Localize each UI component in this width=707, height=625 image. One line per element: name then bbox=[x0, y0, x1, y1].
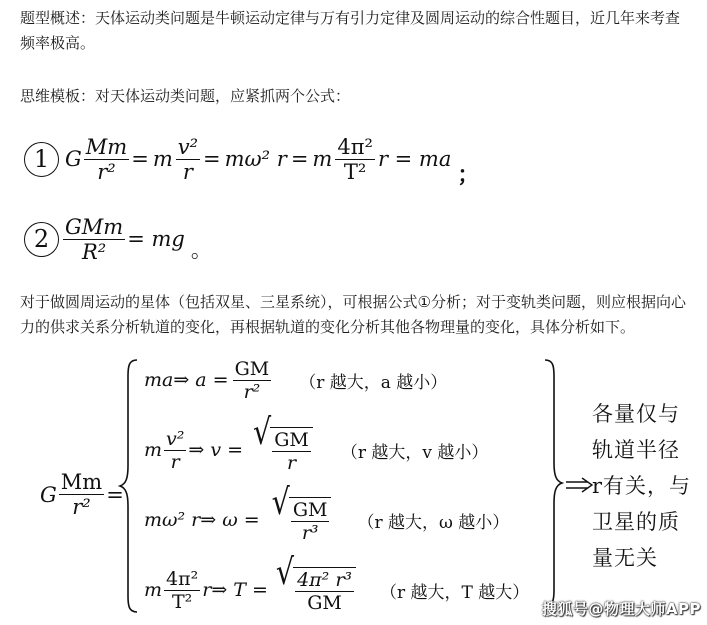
diagram-row-4 bbox=[144, 551, 530, 618]
row2-rad-num: GM bbox=[274, 428, 309, 451]
diagram-lhs bbox=[40, 470, 124, 519]
row2-left-num: v² bbox=[166, 427, 185, 450]
formula1-eq3: = bbox=[290, 147, 309, 171]
row2-note: （r 越大，v 越小） bbox=[340, 442, 489, 463]
overview-text: 题型概述：天体运动类问题是牛顿运动定律与万有引力定律及圆周运动的综合性题目，近几年来考查频率极高。 bbox=[20, 9, 681, 52]
diagram-row-1 bbox=[144, 356, 447, 404]
circled-marker-1: 1 bbox=[24, 142, 59, 177]
row1-frac bbox=[233, 358, 272, 403]
formula2-period: 。 bbox=[190, 238, 212, 262]
formula1-G: G bbox=[65, 147, 82, 171]
diagram-row-3 bbox=[144, 481, 510, 548]
conclusion-line-5: 量无关 bbox=[592, 546, 658, 570]
row4-arrow: r⇒ T = bbox=[202, 579, 268, 601]
right-brace-icon bbox=[542, 358, 564, 608]
row1-left: ma⇒ a = bbox=[144, 369, 229, 391]
formula1-semicolon: ； bbox=[457, 161, 480, 188]
formula2-frac bbox=[63, 215, 125, 264]
template-text: 思维模板：对天体运动类问题，应紧抓两个公式： bbox=[20, 87, 351, 105]
row4-m: m bbox=[144, 579, 163, 601]
left-brace-icon bbox=[118, 358, 140, 614]
formula1-rma: r = ma bbox=[377, 147, 452, 171]
formula1-T2: T² bbox=[335, 159, 375, 184]
row2-m: m bbox=[144, 439, 163, 461]
row4-rad-num: 4π² r³ bbox=[297, 568, 353, 591]
circled-marker-2: 2 bbox=[24, 222, 59, 257]
formula1-m2: m bbox=[312, 147, 333, 171]
diagram-row-2 bbox=[144, 411, 489, 478]
formula1-eq2: = bbox=[203, 147, 221, 171]
row1-den: r² bbox=[233, 380, 272, 403]
formula1-eq1: = bbox=[131, 147, 149, 171]
row2-sqrt: √ $\frac{GM}{r}$ bbox=[253, 427, 313, 474]
formula1-momega2r: mω² r bbox=[224, 147, 287, 171]
conclusion-line-2: 轨道半径 bbox=[592, 438, 680, 462]
row3-sqrt: √ $\frac{GM}{\text{r³}}$ bbox=[272, 497, 332, 544]
row2-arrow: ⇒ v = bbox=[188, 439, 244, 461]
row1-note: （r 越大，a 越小） bbox=[299, 372, 448, 393]
row2-left-frac bbox=[164, 428, 186, 473]
analysis-paragraph: 对于做圆周运动的星体（包括双星、三星系统），可根据公式①分析；对于变轨类问题，则应根据向心力的供求关系分析轨道的变化，再根据轨道的变化分析其他各物理量的变化，具体分析如下。 bbox=[20, 293, 686, 336]
row1-num: GM bbox=[234, 357, 270, 380]
conclusion-line-1: 各量仅与 bbox=[592, 402, 680, 426]
row4-note: （r 越大，T 越大） bbox=[380, 582, 530, 603]
row2-left-den: r bbox=[164, 450, 186, 473]
diagram-G: G bbox=[40, 482, 57, 507]
conclusion-line-3: r有关，与 bbox=[592, 474, 692, 498]
formula1-frac-Mm bbox=[84, 135, 129, 184]
row4-left-frac bbox=[164, 568, 200, 613]
row2-rad-den: r bbox=[272, 451, 311, 474]
formula1-Mm: Mm bbox=[85, 134, 128, 159]
row3-rad-den: r³ bbox=[291, 521, 330, 544]
row4-sqrt: √ $\frac{\text{4π² r³}}{GM}$ bbox=[276, 567, 356, 614]
formula1-r: r bbox=[176, 159, 200, 184]
row3-note: （r 越大，ω 越小） bbox=[357, 512, 510, 533]
formula1-4pi2: 4π² bbox=[337, 134, 373, 159]
formula1-m1: m bbox=[152, 147, 173, 171]
double-arrow-icon bbox=[564, 477, 594, 493]
formula-2 bbox=[24, 206, 212, 272]
conclusion-line-4: 卫星的质 bbox=[592, 510, 680, 534]
formula2-rhs: = mg bbox=[127, 227, 185, 251]
diagram-frac-Mm bbox=[59, 470, 104, 519]
formula2-R2: R² bbox=[63, 239, 125, 264]
conclusion-text bbox=[592, 396, 702, 576]
formula-1 bbox=[24, 124, 479, 194]
formula1-v2: v² bbox=[177, 134, 199, 159]
formula1-frac-4pi2 bbox=[335, 135, 375, 184]
formula1-r2: r² bbox=[84, 159, 129, 184]
diagram-Mm: Mm bbox=[60, 470, 103, 494]
formula1-frac-v2 bbox=[176, 135, 200, 184]
formula2-GMm: GMm bbox=[65, 214, 124, 239]
diagram-eq: = bbox=[106, 482, 124, 507]
row3-left: mω² r⇒ ω = bbox=[144, 509, 260, 531]
diagram-r2: r² bbox=[59, 494, 104, 519]
row4-rad-den: GM bbox=[295, 591, 354, 614]
row4-left-num: 4π² bbox=[166, 567, 199, 590]
watermark: 搜狐号@物理大师APP bbox=[541, 600, 701, 618]
row4-left-den: T² bbox=[164, 590, 200, 613]
row3-rad-num: GM bbox=[292, 498, 328, 521]
